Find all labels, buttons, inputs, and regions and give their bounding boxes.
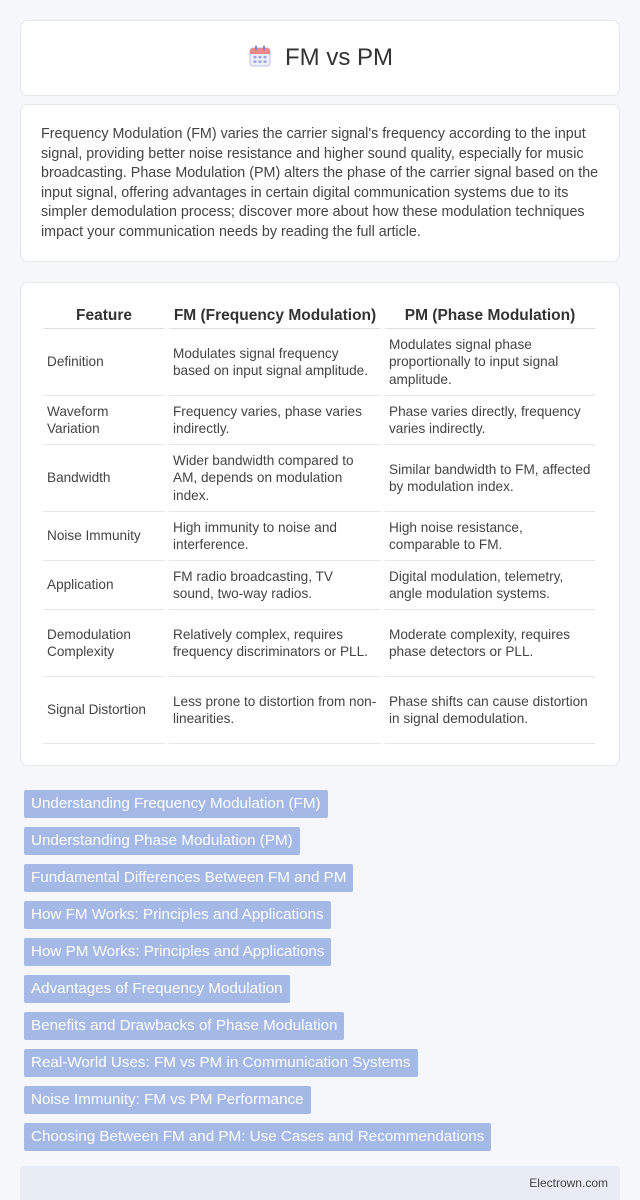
comparison-table-card: [20, 282, 620, 766]
fm-cell: FM radio broadcasting, TV sound, two-way radios.: [169, 561, 381, 610]
related-links: [24, 790, 624, 1160]
pm-cell: High noise resistance, comparable to FM.: [385, 512, 595, 561]
link-how-pm-works[interactable]: How PM Works: Principles and Applications: [24, 938, 331, 966]
table-row: [43, 329, 595, 396]
fm-cell: Modulates signal frequency based on input signal amplitude.: [169, 329, 381, 396]
pm-cell: Phase shifts can cause distortion in signal demodulation.: [385, 677, 595, 744]
link-real-world-uses[interactable]: Real-World Uses: FM vs PM in Communication Systems: [24, 1049, 418, 1077]
footer: [20, 1166, 620, 1200]
fm-cell: Relatively complex, requires frequency discriminators or PLL.: [169, 610, 381, 677]
fm-cell: Wider bandwidth compared to AM, depends on modulation index.: [169, 445, 381, 512]
feature-cell: Application: [43, 561, 165, 610]
header-fm: FM (Frequency Modulation): [169, 303, 381, 329]
feature-cell: Signal Distortion: [43, 677, 165, 744]
pm-cell: Moderate complexity, requires phase detectors or PLL.: [385, 610, 595, 677]
header-pm: PM (Phase Modulation): [385, 303, 595, 329]
link-how-fm-works[interactable]: How FM Works: Principles and Applications: [24, 901, 331, 929]
link-noise-immunity[interactable]: Noise Immunity: FM vs PM Performance: [24, 1086, 311, 1114]
feature-cell: Bandwidth: [43, 445, 165, 512]
fm-cell: High immunity to noise and interference.: [169, 512, 381, 561]
link-advantages-fm[interactable]: Advantages of Frequency Modulation: [24, 975, 290, 1003]
table-row: [43, 561, 595, 610]
feature-cell: Noise Immunity: [43, 512, 165, 561]
link-choosing-fm-pm[interactable]: Choosing Between FM and PM: Use Cases and Recommendations: [24, 1123, 491, 1151]
feature-cell: Definition: [43, 329, 165, 396]
table-row: [43, 445, 595, 512]
fm-cell: Frequency varies, phase varies indirectly.: [169, 396, 381, 445]
footer-site[interactable]: Electrown.com: [529, 1176, 608, 1190]
page-title: FM vs PM: [285, 44, 393, 71]
feature-cell: Demodulation Complexity: [43, 610, 165, 677]
calendar-icon: [247, 43, 273, 74]
header-feature: Feature: [43, 303, 165, 329]
link-benefits-drawbacks-pm[interactable]: Benefits and Drawbacks of Phase Modulation: [24, 1012, 344, 1040]
link-understanding-pm[interactable]: Understanding Phase Modulation (PM): [24, 827, 300, 855]
table-header-row: [43, 303, 595, 329]
pm-cell: Similar bandwidth to FM, affected by modulation index.: [385, 445, 595, 512]
table-row: [43, 610, 595, 677]
table-row: [43, 396, 595, 445]
link-understanding-fm[interactable]: Understanding Frequency Modulation (FM): [24, 790, 328, 818]
intro-paragraph: Frequency Modulation (FM) varies the carrier signal's frequency according to the input signal, providing better noise resistance and higher sound quality, especially for music broadcasting. Phase Modulation (PM) alters the phase of the carrier signal based on the input signal, offering advantages in certain digital communication systems due to its simpler demodulation process; discover more about how these modulation techniques impact your communication needs by reading the full article.: [20, 104, 620, 262]
fm-cell: Less prone to distortion from non-linearities.: [169, 677, 381, 744]
table-row: [43, 512, 595, 561]
pm-cell: Modulates signal phase proportionally to input signal amplitude.: [385, 329, 595, 396]
page-header: [20, 20, 620, 96]
pm-cell: Digital modulation, telemetry, angle modulation systems.: [385, 561, 595, 610]
pm-cell: Phase varies directly, frequency varies indirectly.: [385, 396, 595, 445]
comparison-table: [39, 303, 599, 744]
link-fundamental-differences[interactable]: Fundamental Differences Between FM and PM: [24, 864, 353, 892]
feature-cell: Waveform Variation: [43, 396, 165, 445]
table-row: [43, 677, 595, 744]
